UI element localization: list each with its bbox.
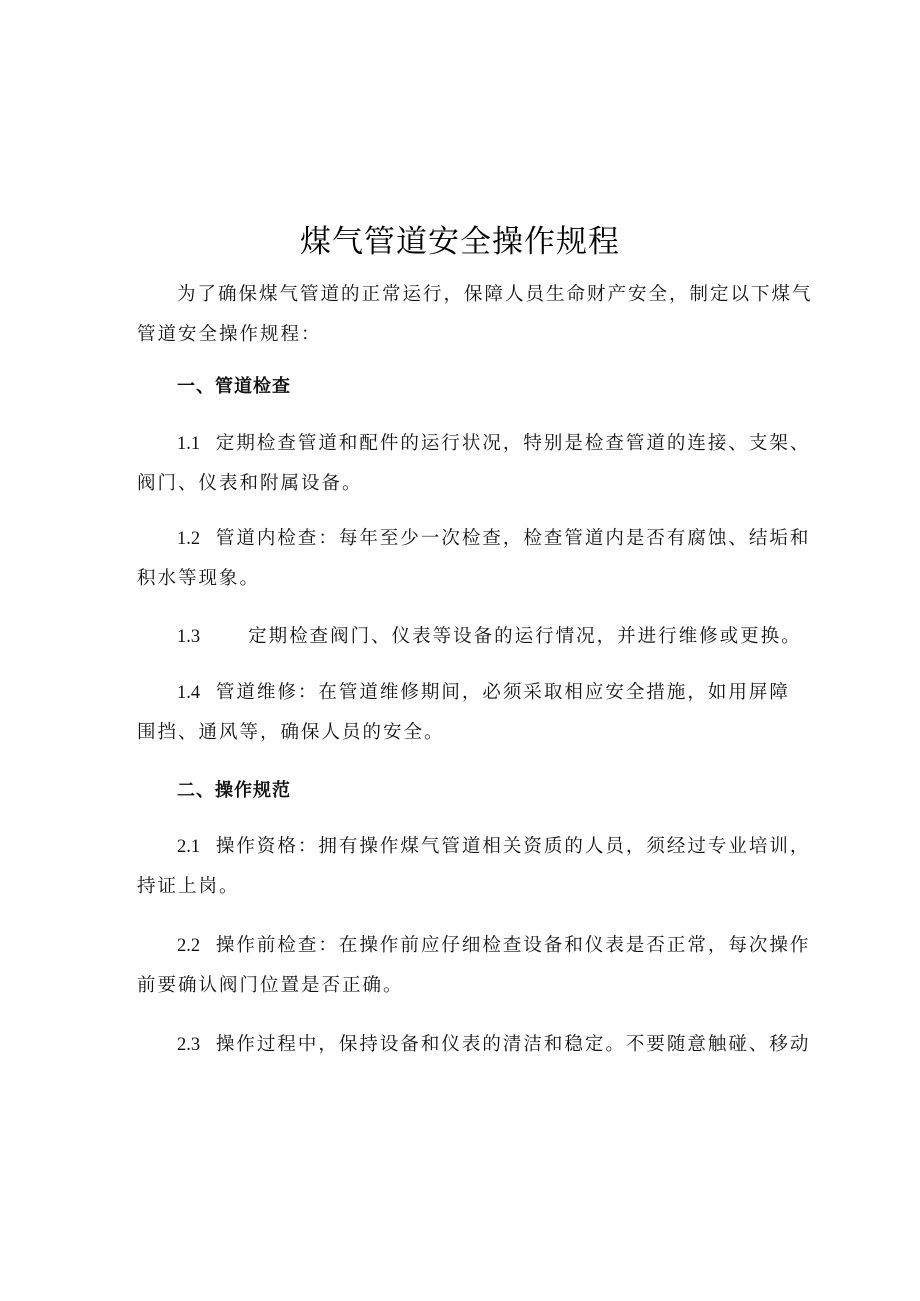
clause-text-line-1: 定期检查阀门、仪表等设备的运行情况，并进行维修或更换。 xyxy=(248,626,802,647)
clause-number: 2.3 xyxy=(177,1035,201,1055)
clause-text-line-2: 前要确认阀门位置是否正确。 xyxy=(137,975,404,996)
clause-text-line-2: 阀门、仪表和附属设备。 xyxy=(137,473,363,494)
clause-text-line-1: 操作资格：拥有操作煤气管道相关资质的人员，须经过专业培训， xyxy=(215,836,811,857)
clause-text-line-1: 定期检查管道和配件的运行状况，特别是检查管道的连接、支架、 xyxy=(215,433,811,454)
clause-text-line-1: 操作前检查：在操作前应仔细检查设备和仪表是否正常，每次操作 xyxy=(215,935,811,956)
intro-line-1: 为了确保煤气管道的正常运行，保障人员生命财产安全，制定以下煤气 xyxy=(177,284,813,305)
clause-2-1 xyxy=(137,827,817,907)
clause-text-line-1: 管道维修：在管道维修期间，必须采取相应安全措施，如用屏障 xyxy=(215,682,790,703)
clause-number: 1.4 xyxy=(177,683,201,703)
clause-text-line-1: 管道内检查：每年至少一次检查，检查管道内是否有腐蚀、结垢和 xyxy=(215,528,811,549)
section-heading-2: 二、操作规范 xyxy=(177,780,291,801)
clause-number: 1.3 xyxy=(177,627,201,647)
clause-number: 2.1 xyxy=(177,837,201,857)
clause-text-line-2: 积水等现象。 xyxy=(137,568,261,589)
clause-1-3 xyxy=(137,617,817,657)
clause-number: 2.2 xyxy=(177,936,201,956)
intro-line-2: 管道安全操作规程： xyxy=(137,324,322,345)
section-heading-1: 一、管道检查 xyxy=(177,376,291,397)
clause-1-1 xyxy=(137,424,817,504)
clause-text-line-2: 围挡、通风等，确保人员的安全。 xyxy=(137,722,445,743)
clause-2-2 xyxy=(137,926,817,1006)
clause-number: 1.1 xyxy=(177,434,201,454)
clause-1-4 xyxy=(137,673,817,753)
clause-1-2 xyxy=(137,519,817,599)
clause-number: 1.2 xyxy=(177,529,201,549)
clause-text-line-2: 持证上岗。 xyxy=(137,876,240,897)
clause-2-3 xyxy=(137,1025,817,1065)
intro-paragraph xyxy=(137,275,817,355)
document-title: 煤气管道安全操作规程 xyxy=(300,224,620,260)
clause-text-line-1: 操作过程中，保持设备和仪表的清洁和稳定。不要随意触碰、移动 xyxy=(215,1034,811,1055)
